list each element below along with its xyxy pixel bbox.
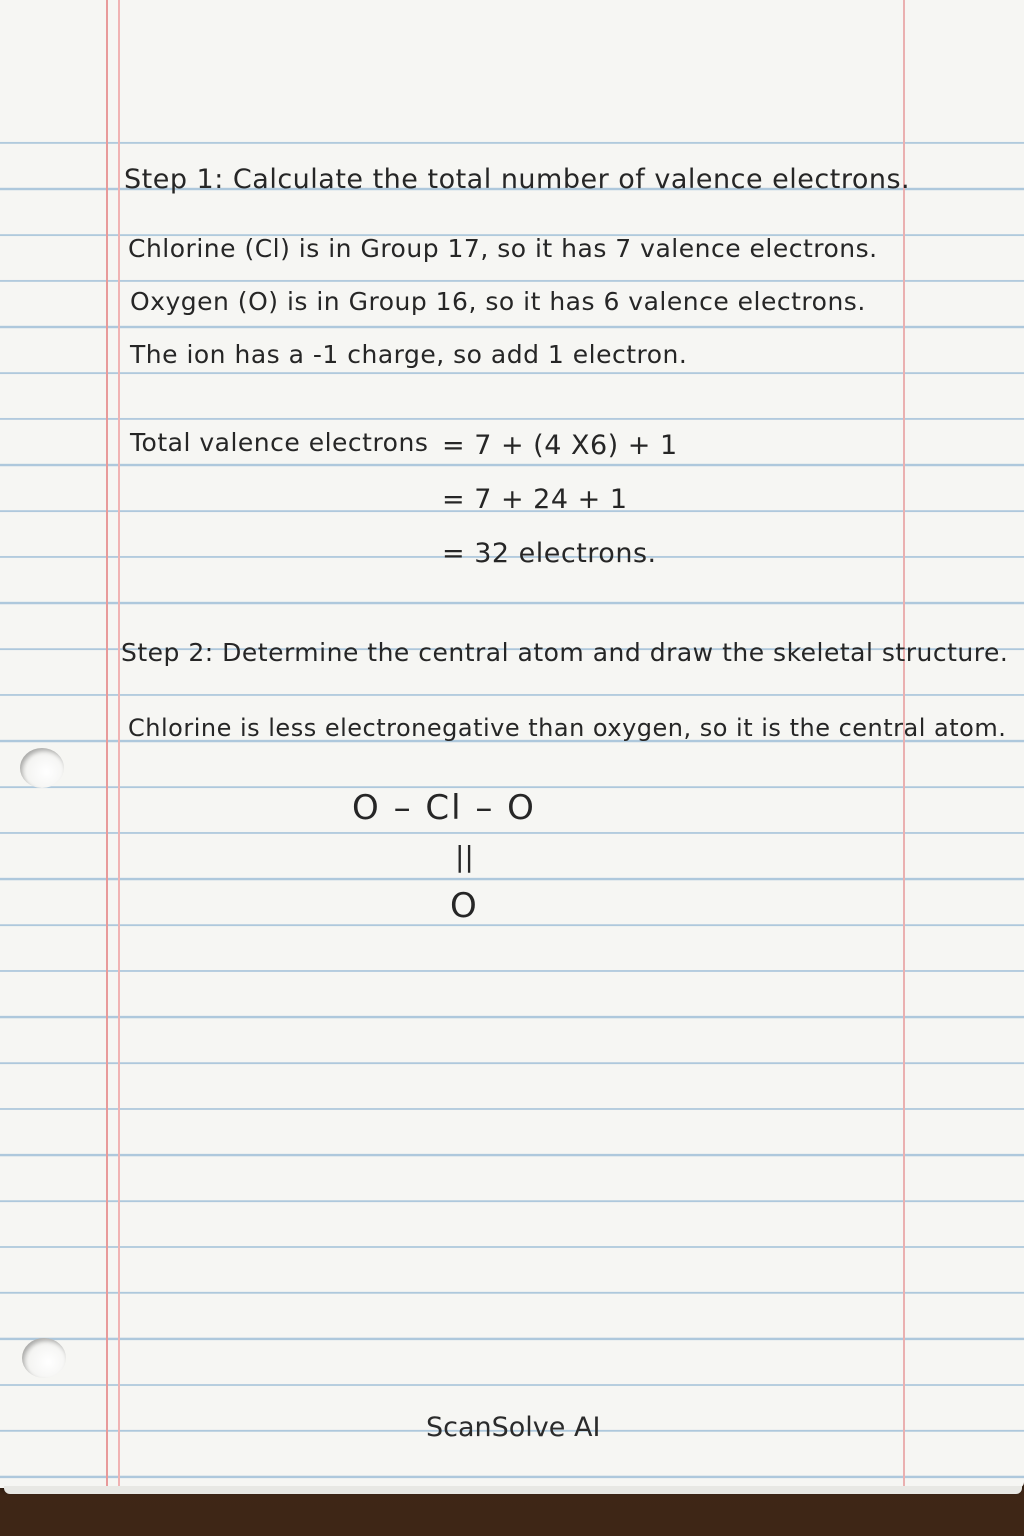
- left-margin-line: [106, 0, 108, 1488]
- structure-bottom-oxygen: O: [450, 886, 477, 926]
- right-margin-line: [903, 0, 905, 1488]
- binder-hole-lower: [22, 1338, 66, 1378]
- calc-equation-2: = 7 + 24 + 1: [442, 484, 628, 515]
- step1-line-charge: The ion has a -1 charge, so add 1 electron.: [130, 340, 688, 369]
- structure-double-bond: ||: [455, 840, 474, 873]
- binder-hole-upper: [20, 748, 64, 788]
- step1-heading: Step 1: Calculate the total number of valence electrons.: [124, 164, 911, 195]
- calc-equation-1: = 7 + (4 X6) + 1: [442, 430, 678, 461]
- structure-row: O – Cl – O: [352, 788, 536, 828]
- page-top-margin: [0, 0, 1024, 140]
- left-margin-line-inner: [118, 0, 120, 1488]
- step1-line-chlorine: Chlorine (Cl) is in Group 17, so it has 7 valence electrons.: [128, 234, 878, 263]
- step2-heading: Step 2: Determine the central atom and draw the skeletal structure.: [121, 638, 1009, 667]
- step2-line-central-atom: Chlorine is less electronegative than oxygen, so it is the central atom.: [128, 714, 1007, 742]
- step1-line-oxygen: Oxygen (O) is in Group 16, so it has 6 valence electrons.: [130, 287, 866, 316]
- brand-footer: ScanSolve AI: [426, 1412, 601, 1443]
- calc-equation-3: = 32 electrons.: [442, 538, 657, 569]
- calc-label: Total valence electrons: [130, 428, 429, 457]
- page-stack-edge: [4, 1486, 1022, 1494]
